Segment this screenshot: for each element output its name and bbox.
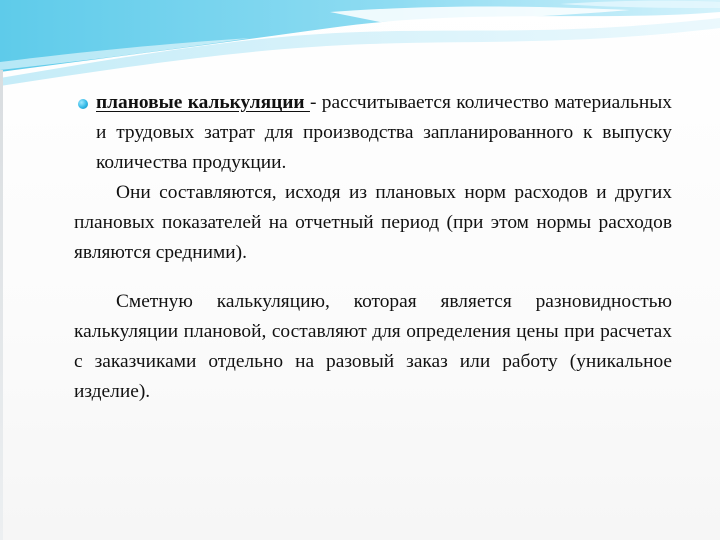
paragraph-1: Они составляются, исходя из плановых норм расходов и других плановых показателей на отчетный период (при этом нормы расходов являются средними).	[74, 182, 672, 263]
bullet-dot-icon	[78, 99, 88, 109]
bullet-term: плановые калькуляции	[96, 92, 310, 113]
paragraph-2: Сметную калькуляцию, которая является разновидностью калькуляции плановой, составляют для определения цены при расчетах с заказчиками отдельно на разовый заказ или работу (уникальное изделие).	[74, 291, 672, 403]
left-frame-line	[0, 70, 3, 540]
header-wave-decoration	[0, 0, 720, 90]
bullet-text: - рассчитывается количество материальных и трудовых затрат для производства запланированного к выпуску количества продукции.	[96, 92, 673, 173]
bullet-item	[74, 88, 672, 178]
slide-content	[74, 88, 672, 427]
